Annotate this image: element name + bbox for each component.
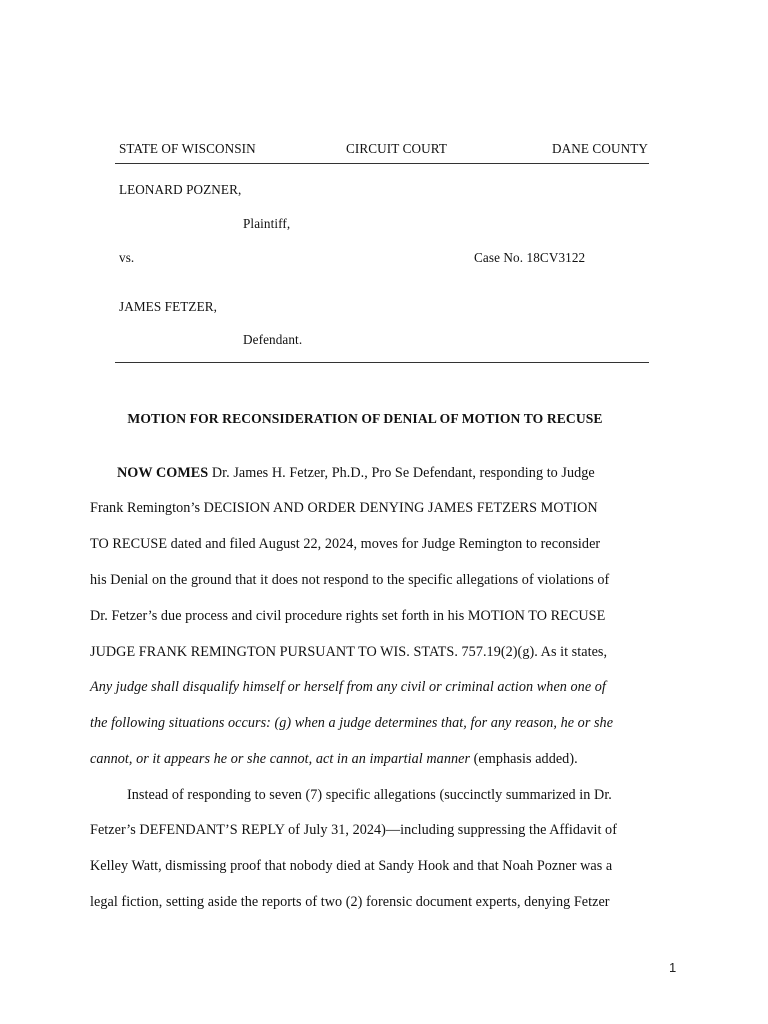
- quoted-statute-2: the following situations occurs: (g) when a judge determines that, for any reason, he or she: [90, 715, 614, 731]
- county-label: DANE COUNTY: [552, 141, 648, 156]
- caption-bottom-divider: [115, 362, 649, 363]
- body-line-4: his Denial on the ground that it does not respond to the specific allegations of violations of: [90, 572, 610, 588]
- body-line-10: Instead of responding to seven (7) specific allegations (succinctly summarized in Dr.: [127, 787, 612, 803]
- defendant-role: Defendant.: [243, 332, 303, 347]
- caption-top-divider: [115, 163, 649, 164]
- page-number: 1: [669, 960, 677, 975]
- emphasis-note: (emphasis added).: [470, 751, 578, 767]
- document-title: MOTION FOR RECONSIDERATION OF DENIAL OF MOTION TO RECUSE: [127, 411, 603, 426]
- versus-label: vs.: [119, 250, 135, 265]
- body-line-12: Kelley Watt, dismissing proof that nobody died at Sandy Hook and that Noah Pozner was a: [90, 858, 613, 874]
- plaintiff-role: Plaintiff,: [243, 216, 291, 231]
- body-line-7: [90, 679, 606, 696]
- body-line-11: Fetzer’s DEFENDANT’S REPLY of July 31, 2024)—including suppressing the Affidavit of: [90, 822, 617, 838]
- case-number: Case No. 18CV3122: [474, 250, 586, 265]
- now-comes-lead: NOW COMES: [117, 465, 209, 481]
- quoted-statute-1: Any judge shall disqualify himself or herself from any civil or criminal action when one of: [90, 679, 606, 695]
- body-line-6: JUDGE FRANK REMINGTON PURSUANT TO WIS. STATS. 757.19(2)(g). As it states,: [90, 644, 608, 660]
- plaintiff-name: LEONARD POZNER,: [119, 182, 242, 197]
- body-line-1-text: Dr. James H. Fetzer, Ph.D., Pro Se Defendant, responding to Judge: [208, 465, 595, 481]
- court-label: CIRCUIT COURT: [346, 141, 448, 156]
- quoted-statute-3: cannot, or it appears he or she cannot, act in an impartial manner: [90, 751, 471, 767]
- body-line-5: Dr. Fetzer’s due process and civil procedure rights set forth in his MOTION TO RECUSE: [90, 608, 606, 624]
- body-line-2: Frank Remington’s DECISION AND ORDER DENYING JAMES FETZERS MOTION: [90, 500, 598, 516]
- body-line-3: TO RECUSE dated and filed August 22, 2024, moves for Judge Remington to reconsider: [90, 536, 601, 552]
- body-line-13: legal fiction, setting aside the reports of two (2) forensic document experts, denying Fetzer: [90, 894, 610, 910]
- body-line-8: [90, 715, 613, 732]
- state-label: STATE OF WISCONSIN: [119, 141, 256, 156]
- body-line-1: [117, 465, 595, 482]
- body-line-9: [90, 751, 578, 768]
- defendant-name: JAMES FETZER,: [119, 299, 218, 314]
